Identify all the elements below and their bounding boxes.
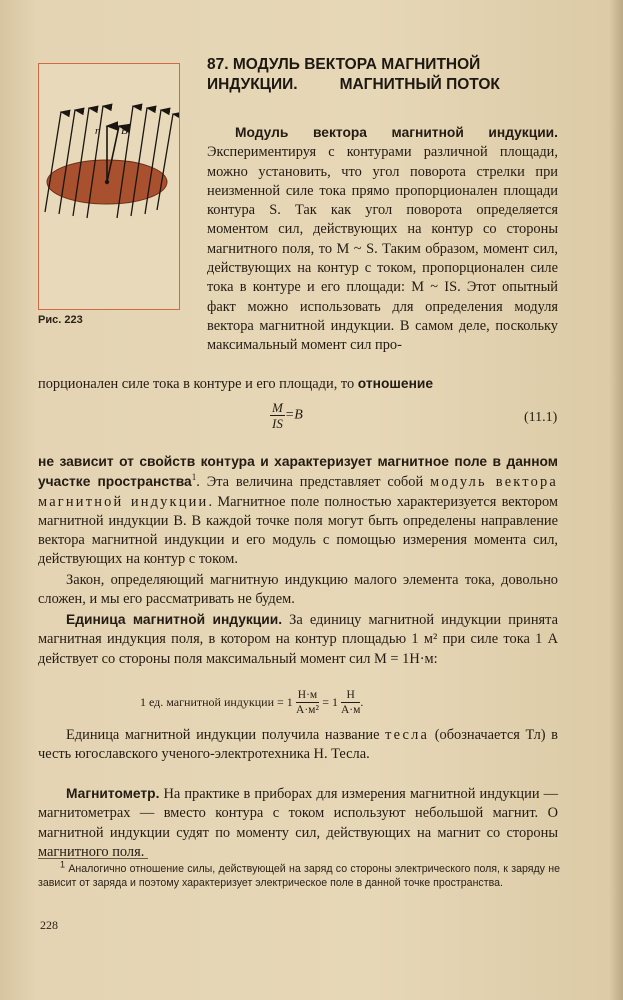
- title-line-1: 87. МОДУЛЬ ВЕКТОРА МАГНИТНОЙ: [207, 56, 481, 73]
- footnote-mark: 1: [60, 859, 66, 870]
- formula-11-1: [270, 400, 360, 440]
- tesla-spaced: тесла: [385, 727, 430, 743]
- magnetic-field-diagram: [39, 64, 179, 309]
- title-part-a: ИНДУКЦИИ.: [207, 76, 298, 93]
- magnetometer-text: На практике в приборах для измерения магнитной индукции — магнитометрах — вместо контура с током используют небольшой магнит. О магнитной индукции судят по моменту сил, действующих на магнит со стороны магнитного поля.: [38, 786, 558, 860]
- paragraph-magnetometer: [38, 784, 558, 862]
- section-title: [207, 55, 500, 95]
- law-text: Закон, определяющий магнитную индукцию малого элемента тока, довольно сложен, и мы его рассматривать не будем.: [38, 572, 558, 608]
- heading-module: Модуль вектора магнитной индукции.: [235, 125, 558, 140]
- formula-tesla: [140, 688, 560, 717]
- formula1-denominator: IS: [272, 416, 283, 431]
- heading-magnetometer: Магнитометр.: [66, 786, 160, 801]
- footnote-ref: 1: [191, 472, 197, 483]
- normal-vector-label: n: [95, 125, 101, 137]
- formula1-numerator: M: [272, 400, 283, 415]
- intro-cont-text: порционален силе тока в контуре и его площади, то: [38, 376, 355, 392]
- definition-text-a: . Эта величина представляет собой: [196, 474, 424, 491]
- formula2-end: .: [360, 695, 364, 709]
- formula2-num1: Н·м: [297, 689, 318, 701]
- b-vector-label: B: [121, 125, 128, 137]
- definition-text-b: . Магнитное поле полностью характеризуется вектором магнитной индукции B. В каждой точке поля могут быть определены направление вектора магнитной индукции и его модуль с помощью измерения момента сил, действующих на контур с током.: [38, 493, 558, 568]
- formula2-num2: Н: [341, 688, 360, 703]
- formula2-lhs: 1 ед. магнитной индукции = 1: [140, 695, 293, 709]
- footnote-rule: [38, 858, 148, 859]
- paragraph-intro-cont: [38, 374, 558, 394]
- title-part-b: МАГНИТНЫЙ ПОТОК: [339, 76, 500, 93]
- paragraph-unit: [38, 610, 558, 669]
- formula2-den2: А·м: [340, 704, 361, 716]
- footnote: [38, 859, 560, 890]
- page-number: 228: [40, 918, 58, 932]
- definition-bold: не зависит от свойств контура и характеризует магнитное поле в данном участке пространства: [38, 454, 558, 490]
- footnote-text: Аналогично отношение силы, действующей на заряд со стороны электрического поля, к заряду не зависит от заряда и поэтому характеризует электрическое поле в данной точке пространства.: [38, 863, 560, 889]
- definition-spaced: модуль вектора магнитной индукции: [38, 474, 558, 510]
- heading-unit: Единица магнитной индукции.: [66, 612, 283, 627]
- formula1-rhs: =B: [284, 407, 303, 423]
- figure-caption: Рис. 223: [38, 314, 83, 326]
- paragraph-intro: [207, 123, 558, 356]
- formula2-den1: А·м²: [296, 704, 319, 716]
- unit-text: За единицу магнитной индукции принята магнитная индукция поля, в котором на контур площадью 1 м² при силе тока 1 А действует со стороны поля максимальный момент сил M = 1Н·м:: [38, 612, 558, 667]
- tesla-text-a: Единица магнитной индукции получила название: [66, 727, 380, 743]
- paragraph-definition: [38, 452, 558, 570]
- equation-number: (11.1): [524, 410, 558, 425]
- title-line-2: [207, 75, 500, 95]
- intro-cont-bold: отношение: [357, 376, 434, 391]
- paragraph-tesla: [38, 726, 558, 765]
- page-edge-shadow: [609, 0, 623, 1000]
- figure-223: [38, 63, 180, 310]
- tesla-text-b: (обозначается Тл) в честь югославского ученого-электротехника Н. Тесла.: [38, 727, 558, 763]
- formula2-mid: = 1: [322, 695, 338, 709]
- intro-text: Экспериментируя с контурами различной площади, можно установить, что угол поворота стрелки при неизменной силе тока прямо пропорционален площади контура S. Так как угол поворота определяется моментом сил, действующих на контур со стороны магнитного поля, то M ~ S. Таким образом, момент сил, действующих на контур с током, пропорционален силе тока в контуре и его площади: M ~ IS. Этот опытный факт можно использовать для определения модуля вектора магнитной индукции. В самом деле, поскольку максимальный момент сил про-: [207, 144, 558, 354]
- paragraph-law: [38, 571, 558, 610]
